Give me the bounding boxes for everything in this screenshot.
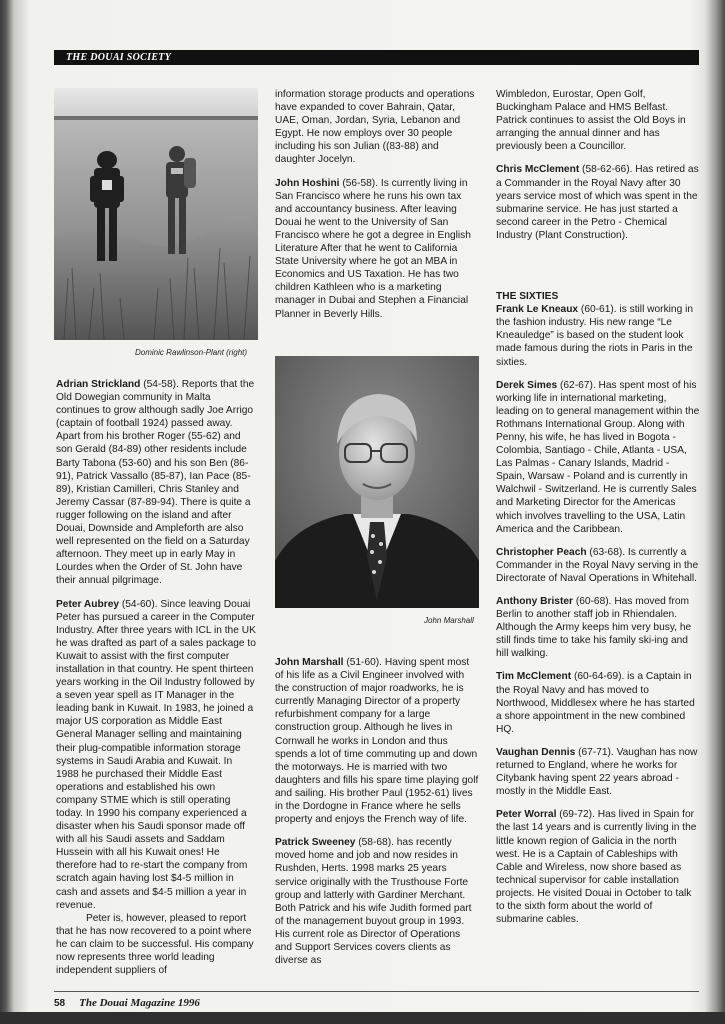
entry-text: Peter is, however, pleased to report that he has now recovered to a point where he can claim to be successful. His company now represents three world leading independent suppliers of [56,912,254,977]
entry-text: (54-60). Since leaving Douai Peter has pursued a career in the Computer Industry. After three years with ICL in the UK he was drafted as part of a sales package to Kuwait to assist with the first computer installation in that country. He spent thirteen years working in the Oil Industry followed by a seven year spell as IT Manager in the leading bank in Kuwait. In 1983, he joined a major US corporation as Middle East General Manager selling and maintaining their plug-compatible information storage systems in Saudi Arabia and Kuwait. In 1988 he purchased their Middle East operations and established his own company STME which is still operating today. In 1990 his company experienced a disaster when his Saudi sponsor made off with all his Saudi assets and Saddam Hussein with all his Kuwait ones! He therefore had to re-start the company from scratch again having lost $4-5 million in cash and assets and $4-5 million a year in revenue. [56,598,256,911]
entry-name: Vaughan Dennis [496,746,576,758]
scan-bottom-edge [0,1012,725,1024]
entry-name: Tim McClement [496,671,572,683]
photo-caption-portrait: John Marshall [424,616,474,625]
entry-text: information storage products and operations have expanded to cover Bahrain, Qatar, UAE, Oman, Jordan, Syria, Lebanon and Egypt. He now employs over 30 people including his son Julian ((83-88) and daughter Jocelyn. [275,89,475,166]
entry-chris-mcclement [496,163,700,242]
column-3 [496,88,700,936]
entry-text: (54-58). Reports that the Old Dowegian community in Malta continues to grow although sadly Joe Arrigo (captain of football 1924) passed away. Apart from his brother Roger (55-62) and son Gerald (84-89) other residents include Barty Tabona (53-60) and his son Ben (86-91), Patrick Vassallo (85-87), Ian Pace (85-89), Kristian Camilleri, Chris Stanley and Jeremy Cassar (87-89-94). There is quite a rugger following on the island and after Douai, Downside and Ampleforth are also well represented on the field on a Saturday afternoon. They meet up in early May in Lourdes when the Order of St. John have their annual pilgrimage. [56,379,255,587]
photo-divers [54,88,258,340]
entry-text: (60-64-69). is a Captain in the Royal Navy and has moved to Northwood, Middlesex where he has started a shore appointment in the new combined HQ. [496,671,695,735]
section-title: THE DOUAI SOCIETY [66,52,172,63]
entry-name: Christopher Peach [496,546,587,558]
entry-name: Chris McClement [496,164,580,176]
entry-text: (60-68). Has moved from Berlin to another staff job in Rhiendalen. Although the Army keeps him very busy, he still finds time to take his family ski-ing and hill walking. [496,596,692,660]
column-2-bottom [275,656,479,977]
entry-name: Peter Aubrey [56,598,120,610]
entry-sweeney-continued [496,88,700,153]
entry-derek-simes [496,379,700,536]
portrait-image [275,356,479,608]
entry-text: (51-60). Having spent most of his life as a Civil Engineer involved with the construction of major roadworks, he is currently Managing Director of a property refurbishment company for a large construction group. Although he lives in Cornwall he works in London and thus spends a lot of time commuting up and down the motorways. He is married with two daughters and fills his spare time playing golf and sailing. His brother Paul (1952-61) lives in the Dordogne in France where he sells property and enjoys the French way of life. [275,657,479,826]
entry-vaughan-dennis [496,746,700,798]
page-footer [54,997,200,1009]
entry-text: (62-67). Has spent most of his working life in international marketing, leading on to general management within the Rothmans International Group. Along with Penny, his wife, he has lived in Bogota - Colombia, Santiago - Chile, Atlanta - USA, Las Palmas - Canary Islands, Madrid - Spain, Warsaw - Poland and is currently in Walchwil - Switzerland. He is currently Sales and Marketing Director for the Americas which involves travelling to the USA, Latin America and the Caribbean. [496,379,700,535]
entry-text: (67-71). Vaughan has now returned to England, where he works for Citybank having spent 22 years abroad - mostly in the Middle East. [496,746,698,798]
photo-caption-divers: Dominic Rawlinson-Plant (right) [135,348,248,357]
entry-patrick-sweeney [275,836,479,967]
entry-text: (56-58). Is currently living in San Francisco where he runs his own tax and accountancy business. After leaving Douai he went to the University of San Francisco where he got a degree in English Literature After that he went to California State University where he got an MBA in Economics and US Taxation. He has two children Kathleen who is a marketing manager in Dubai and Stephen a Financial Planner in Beverly Hills. [275,177,471,320]
entry-text: (58-68). has recently moved home and job and now resides in Rushden, Herts. 1998 marks 25 years service originally with the Trusthouse Forte group and latterly with Gardiner Merchant. Both Patrick and his wife Judith formed part of the management buyout group in 1993. His current role as Director of Operations and Support Services covers clients as diverse as [275,837,472,967]
entry-christopher-peach [496,546,700,585]
divers-image [54,88,258,340]
footer-rule [54,991,699,992]
entry-john-hoshini [275,177,479,321]
entry-name: John Marshall [275,657,344,668]
entry-aubrey-continued [275,88,479,167]
column-2-top [275,88,479,331]
entry-peter-aubrey [56,598,256,912]
magazine-title: The Douai Magazine 1996 [79,997,200,1009]
entry-text: (60-61). is still working in the fashion industry. His new range “Le Kneauledge” is based on the student look made famous during the riots in Paris in the sixties. [496,304,694,368]
entry-name: Frank Le Kneaux [496,304,579,316]
page-number: 58 [54,998,66,1009]
column-1 [56,378,256,987]
entry-peter-worral [496,808,700,926]
entry-frank-le-kneaux [496,290,700,369]
entry-name: Anthony Brister [496,596,573,607]
entry-peter-aubrey-cont [56,912,256,977]
entry-text: (63-68). Is currently a Commander in the Royal Navy serving in the Directorate of Naval Operations in Whitehall. [496,546,699,584]
entry-tim-mcclement [496,670,700,735]
entry-john-marshall [275,656,479,826]
entry-text: (69-72). Has lived in Spain for the last 14 years and is currently living in the little known region of Galicia in the north west. He is a Captain of Cableships with Cable and Wireless, now shore based as technical supervisor for cable installation projects. He visited Douai in October to talk to the sixth form about the world of submarine cables. [496,809,697,926]
entry-adrian-strickland [56,378,256,588]
entry-name: Patrick Sweeney [275,837,356,849]
entry-name: Derek Simes [496,379,558,391]
entry-text: (58-62-66). Has retired as a Commander in the Royal Navy after 30 years service most of which was spent in the submarine service. He has just started a second career in the Petro - Chemical Industry (Plant Construction). [496,164,699,241]
entry-text: Wimbledon, Eurostar, Open Golf, Buckingham Palace and HMS Belfast. Patrick continues to assist the Old Boys in arranging the annual dinner and has previously been a Councillor. [496,89,686,153]
entry-name: Adrian Strickland [56,379,141,390]
section-header-bar [54,50,699,65]
entry-name: Peter Worral [496,809,557,821]
entry-anthony-brister [496,595,700,660]
section-heading-sixties: THE SIXTIES [496,291,559,303]
photo-portrait [275,356,479,608]
entry-name: John Hoshini [275,177,340,189]
